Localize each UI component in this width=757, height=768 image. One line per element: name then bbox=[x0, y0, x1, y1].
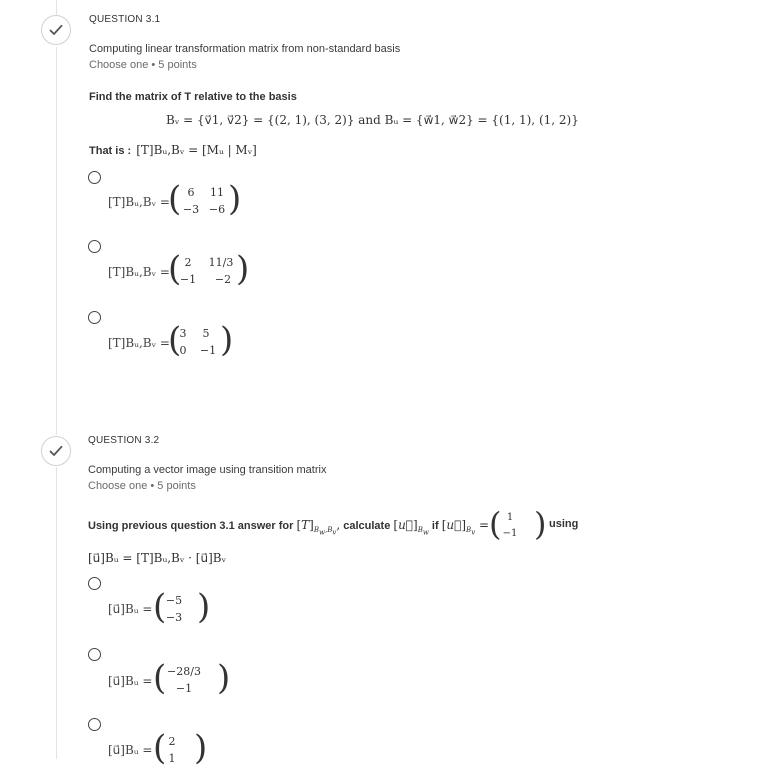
q1-meta: Choose one • 5 points bbox=[89, 59, 197, 71]
q2-check-icon bbox=[41, 436, 71, 466]
q2-option-1-right-paren: ) bbox=[197, 587, 211, 627]
q2-option-3-radio[interactable] bbox=[88, 718, 101, 731]
q1-prompt: Find the matrix of T relative to the basis bbox=[89, 91, 297, 103]
q1-option-3-m11: 3 bbox=[179, 327, 187, 340]
q2-option-3-v1: 2 bbox=[168, 735, 176, 748]
q2-option-1-v2: −3 bbox=[165, 611, 183, 624]
q2-option-3-right-paren: ) bbox=[194, 728, 208, 768]
q1-title: Computing linear transformation matrix from non-standard basis bbox=[89, 43, 401, 55]
q1-option-1-radio[interactable] bbox=[88, 171, 101, 184]
q2-prompt-d: using bbox=[549, 518, 579, 530]
q1-option-2-radio[interactable] bbox=[88, 240, 101, 253]
q1-that-is-formula: [T]Bᵤ,Bᵥ = [Mᵤ | Mᵥ] bbox=[136, 143, 257, 157]
q2-prompt-uv: $[u⃗]_{B_v}$ = bbox=[441, 518, 490, 537]
q2-option-3-left-paren: ( bbox=[153, 728, 167, 768]
q1-option-2-right-paren: ) bbox=[236, 249, 250, 289]
q2-option-3-lhs: [u⃗]Bᵤ = bbox=[108, 743, 153, 757]
q1-option-2-left-paren: ( bbox=[168, 249, 182, 289]
q2-prompt-b: calculate bbox=[343, 520, 391, 532]
q1-option-3-lhs: [T]Bᵤ,Bᵥ = bbox=[108, 336, 170, 350]
q1-option-3-m12: 5 bbox=[202, 327, 210, 340]
q1-option-1-left-paren: ( bbox=[168, 179, 182, 219]
q2-title: Computing a vector image using transition matrix bbox=[88, 464, 327, 476]
q1-option-3-m22: −1 bbox=[199, 344, 217, 357]
q2-meta: Choose one • 5 points bbox=[88, 480, 196, 492]
q1-option-2-m12: 11/3 bbox=[208, 256, 234, 269]
timeline-line bbox=[56, 47, 57, 435]
q1-that-is-label: That is : bbox=[89, 145, 132, 157]
q2-option-2-v2: −1 bbox=[175, 682, 193, 695]
q2-prompt-a: Using previous question 3.1 answer for bbox=[88, 520, 294, 532]
q2-formula: [u⃗]Bᵤ = [T]Bᵤ,Bᵥ · [u⃗]Bᵥ bbox=[88, 551, 227, 565]
q2-prompt-matrix: $[T]_{B_w,B_v}$, bbox=[296, 518, 341, 537]
timeline-line bbox=[56, 0, 57, 15]
q1-option-1-right-paren: ) bbox=[228, 179, 242, 219]
q2-option-3-v2: 1 bbox=[168, 752, 176, 765]
q2-option-1-lhs: [u⃗]Bᵤ = bbox=[108, 602, 153, 616]
q1-option-2-m22: −2 bbox=[214, 273, 232, 286]
q1-option-3-radio[interactable] bbox=[88, 311, 101, 324]
q1-option-2-lhs: [T]Bᵤ,Bᵥ = bbox=[108, 265, 170, 279]
q1-option-1-m11: 6 bbox=[187, 186, 195, 199]
q1-option-2-m11: 2 bbox=[184, 256, 192, 269]
q1-option-1-m22: −6 bbox=[208, 203, 226, 216]
q2-option-1-left-paren: ( bbox=[153, 587, 167, 627]
q1-option-2-m21: −1 bbox=[179, 273, 197, 286]
q1-option-1-lhs: [T]Bᵤ,Bᵥ = bbox=[108, 195, 170, 209]
q2-option-2-radio[interactable] bbox=[88, 648, 101, 661]
q1-option-3-right-paren: ) bbox=[220, 320, 234, 360]
q1-check-icon bbox=[41, 15, 71, 45]
timeline-line bbox=[56, 467, 57, 759]
q1-option-3-left-paren: ( bbox=[168, 320, 182, 360]
q2-prompt-c: if bbox=[431, 520, 439, 532]
q2-option-2-right-paren: ) bbox=[217, 658, 231, 698]
q2-option-2-lhs: [u⃗]Bᵤ = bbox=[108, 674, 153, 688]
q2-label: QUESTION 3.2 bbox=[88, 435, 160, 446]
q2-option-2-v1: −28/3 bbox=[167, 665, 201, 678]
q2-option-2-left-paren: ( bbox=[153, 658, 167, 698]
q1-basis-text: Bᵥ = {v⃗1, v⃗2} = {(2, 1), (3, 2)} and Bᵤ = {w⃗1, w⃗2} = {(1, 1), (1, 2)} bbox=[166, 113, 579, 127]
q1-that-is bbox=[89, 143, 257, 157]
q1-basis-formula bbox=[166, 113, 579, 127]
q2-prompt-uw: $[u⃗]_{B_w}$ bbox=[393, 518, 429, 537]
q2-option-1-v1: −5 bbox=[165, 594, 183, 607]
q2-vec-right-paren: ) bbox=[534, 505, 547, 543]
q1-option-3-m21: 0 bbox=[179, 344, 187, 357]
q2-vec-1: 1 bbox=[506, 512, 514, 523]
q1-option-1-m12: 11 bbox=[210, 186, 224, 199]
q2-vec-2: −1 bbox=[502, 528, 518, 539]
q2-option-1-radio[interactable] bbox=[88, 577, 101, 590]
q1-label: QUESTION 3.1 bbox=[89, 14, 161, 25]
q2-vec-left-paren: ( bbox=[489, 505, 502, 543]
q2-prompt bbox=[88, 518, 489, 537]
q1-option-1-m21: −3 bbox=[182, 203, 200, 216]
